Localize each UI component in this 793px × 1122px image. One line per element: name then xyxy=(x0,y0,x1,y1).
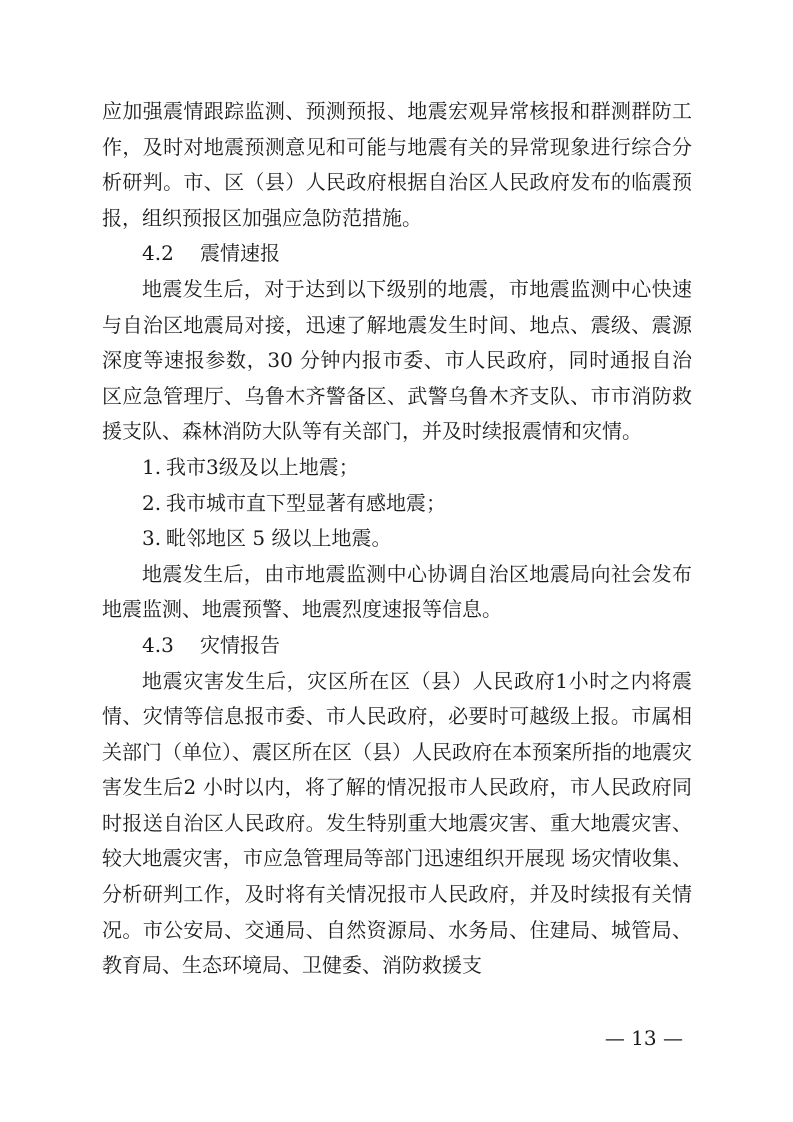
quake-level-list xyxy=(102,450,692,557)
paragraph-disaster-report: 地震灾害发生后，灾区所在区（县）人民政府1小时之内将震情、灾情等信息报市委、市人民政府，必要时可越级上报。市属相关部门（单位）、震区所在区（县）人民政府在本预案所指的地震灾害发生后2 小时以内，将了解的情况报市人民政府，市人民政府同时报送自治区人民政府。发生特别重大地震灾害、重大地震灾害、较大地震灾害，市应急管理局等部门迅速组织开展现 场灾情收集、分析研判工作，及时将有关情况报市人民政府，并及时续报有关情况。市公安局、交通局、自然资源局、水务局、住建局、城管局、教育局、生态环境局、卫健委、消防救援支 xyxy=(102,668,692,978)
section-heading-4-3 xyxy=(102,628,692,664)
list-item-number: 3. xyxy=(142,526,162,551)
list-item-number: 2. xyxy=(142,490,162,515)
paragraph-info-release: 地震发生后，由市地震监测中心协调自治区地震局向社会发布地震监测、地震预警、地震烈度速报等信息。 xyxy=(102,561,692,622)
list-item xyxy=(102,486,692,522)
section-title: 震情速报 xyxy=(200,241,280,266)
list-item xyxy=(102,450,692,486)
section-number: 4.3 xyxy=(142,632,174,657)
section-title: 灾情报告 xyxy=(200,632,280,657)
section-number: 4.2 xyxy=(142,241,174,266)
list-item-text: 我市城市直下型显著有感地震； xyxy=(166,490,446,515)
list-item-number: 1. xyxy=(142,454,162,479)
paragraph-quake-report: 地震发生后，对于达到以下级别的地震，市地震监测中心快速与自治区地震局对接，迅速了解地震发生时间、地点、震级、震源深度等速报参数，30 分钟内报市委、市人民政府，同时通报自治区应急管理厅、乌鲁木齐警备区、武警乌鲁木齐支队、市市消防救援支队、森林消防大队等有关部门，并及时续报震情和灾情。 xyxy=(102,276,692,444)
page-number: — 13 — xyxy=(604,1026,683,1050)
list-item xyxy=(102,521,692,557)
document-body xyxy=(102,94,692,984)
list-item-text: 我市3级及以上地震； xyxy=(166,454,359,479)
paragraph-continuation: 应加强震情跟踪监测、预测预报、地震宏观异常核报和群测群防工作，及时对地震预测意见和可能与地震有关的异常现象进行综合分析研判。市、区（县）人民政府根据自治区人民政府发布的临震预报，组织预报区加强应急防范措施。 xyxy=(102,99,692,230)
list-item-text: 毗邻地区 5 级以上地震。 xyxy=(166,526,392,551)
section-heading-4-2 xyxy=(102,236,692,272)
